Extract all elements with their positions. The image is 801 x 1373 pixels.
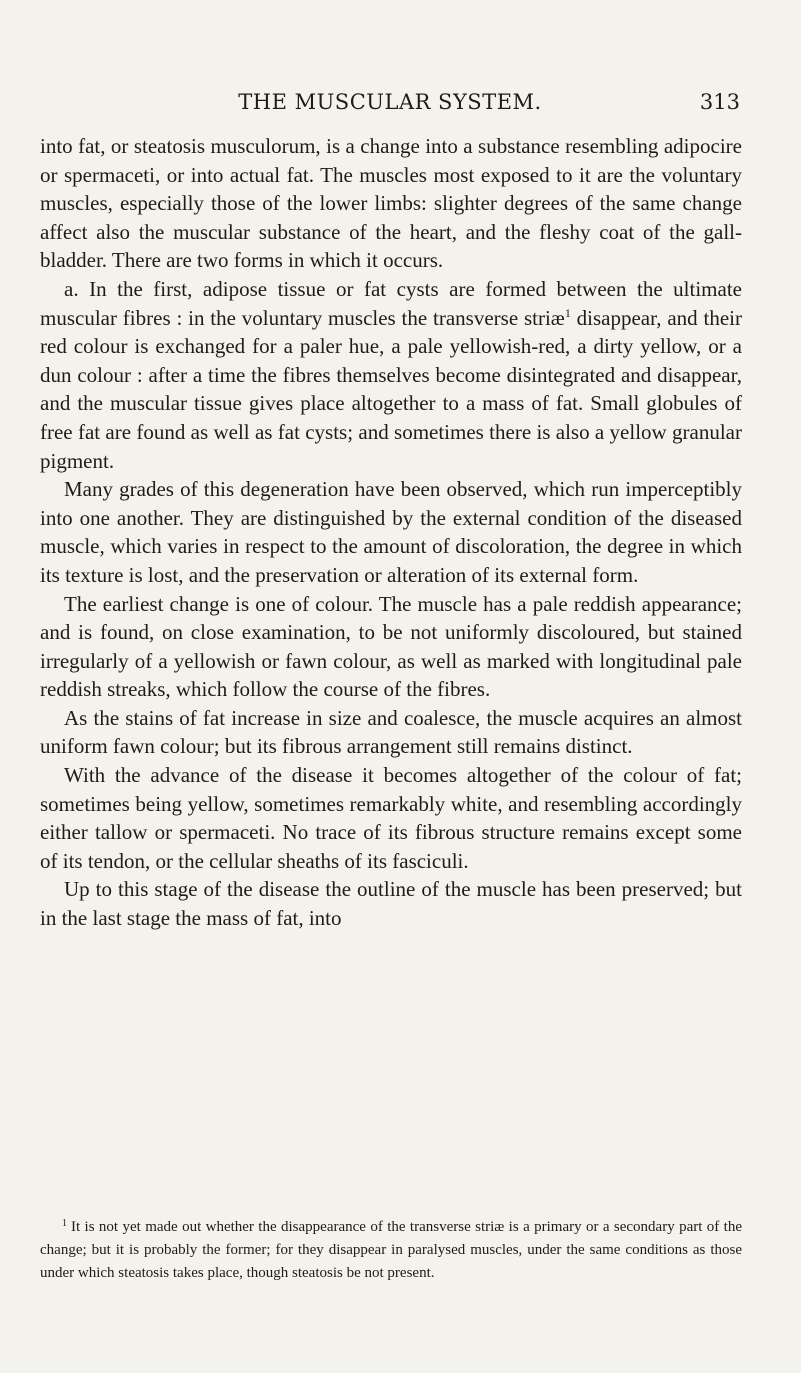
body-text	[40, 132, 742, 933]
paragraph-4: The earliest change is one of colour. The muscle has a pale reddish appearance; and is found, on close examination, to be not uniformly discoloured, but stained irregularly of a yellowish or fawn colour, as well as marked with longitudinal pale reddish streaks, which follow the course of the fibres.	[40, 591, 742, 702]
page-number: 313	[699, 90, 740, 114]
paragraph-6: With the advance of the disease it becomes altogether of the colour of fat; sometimes being yellow, sometimes remarkably white, and resembling accordingly either tallow or spermaceti. No trace of its fibrous structure remains except some of its tendon, or the cellular sheaths of its fasciculi.	[40, 763, 742, 873]
footnote-text: It is not yet made out whether the disappearance of the transverse striæ is a primary or a secondary part of the change; but it is probably the former; for they disappear in paralysed muscles, under the same conditions as those under which steatosis takes place, though steatosis be not present.	[40, 1219, 742, 1281]
paragraph-2-part-1: a. In the first, adipose tissue or fat cysts are formed between the ultimate muscular fibres : in the voluntary muscles the transverse striæ	[40, 276, 742, 330]
footnote-reference: 1	[564, 305, 571, 320]
paragraph-2-part-2: disappear, and their red colour is exchanged for a paler hue, a pale yellowish-red, a dirty yellow, or a dun colour : after a time the fibres themselves become disintegrated and disappear, and the muscular tissue gives place altogether to a mass of fat. Small globules of free fat are found as well as fat cysts; and sometimes there is also a yellow granular pigment.	[40, 305, 742, 473]
paragraph-2	[40, 275, 742, 475]
page-header	[40, 86, 740, 118]
paragraph-3: Many grades of this degeneration have been observed, which run imperceptibly into one another. They are distinguished by the external condition of the diseased muscle, which varies in respect to the amount of discoloration, the degree in which its texture is lost, and the preservation or alteration of its external form.	[40, 477, 742, 587]
paragraph-1: into fat, or steatosis musculorum, is a change into a substance resembling adipocire or spermaceti, or into actual fat. The muscles most exposed to it are the voluntary muscles, especially those of the lower limbs: slighter degrees of the same change affect also the muscular substance of the heart, and the fleshy coat of the gall-bladder. There are two forms in which it occurs.	[40, 134, 742, 273]
paragraph-7: Up to this stage of the disease the outline of the muscle has been preserved; but in the last stage the mass of fat, into	[40, 877, 742, 931]
paragraph-5: As the stains of fat increase in size and coalesce, the muscle acquires an almost uniform fawn colour; but its fibrous arrangement still remains distinct.	[40, 705, 742, 759]
footnote-marker: 1	[62, 1218, 67, 1229]
footnote	[40, 1212, 742, 1285]
footnote-paragraph	[40, 1212, 742, 1285]
running-title: THE MUSCULAR SYSTEM.	[238, 90, 542, 114]
